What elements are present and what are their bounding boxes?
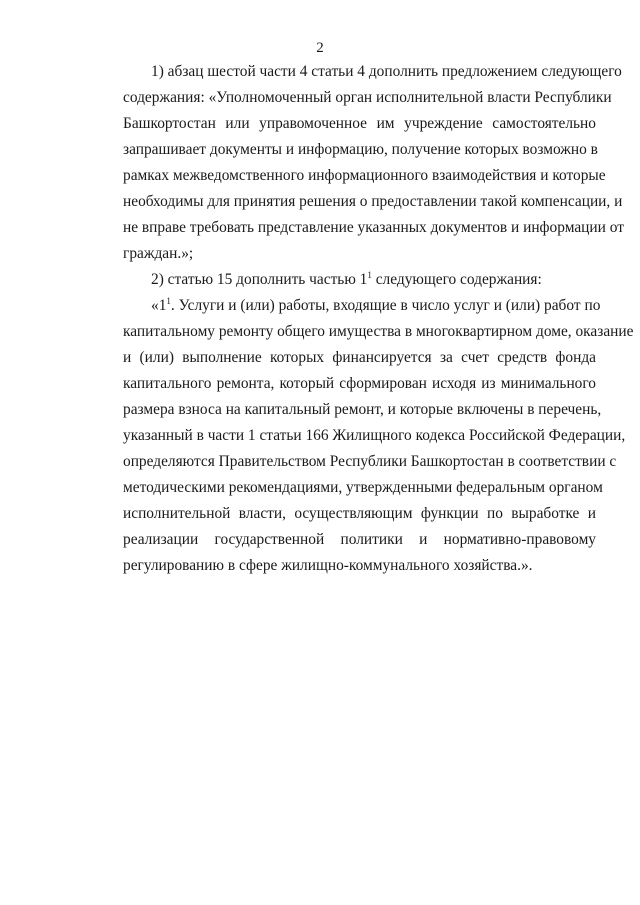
- text-line: [123, 267, 596, 293]
- text-line: рамках межведомственного информационного взаимодействия и которые: [123, 167, 606, 184]
- text-line: содержания: «Уполномоченный орган исполнительной власти Республики: [123, 89, 612, 106]
- text-line: определяются Правительством Республики Башкортостан в соответствии с: [123, 453, 617, 470]
- text-line: исполнительной власти, осуществляющим функции по выработке и: [123, 505, 596, 522]
- text-line: реализации государственной политики и нормативно-правовому: [123, 531, 596, 548]
- paragraph-amendment-2: [123, 267, 596, 293]
- text-line: и (или) выполнение которых финансируется за счет средств фонда: [123, 349, 596, 366]
- page-number: 2: [316, 40, 324, 56]
- text-line: указанный в части 1 статьи 166 Жилищного кодекса Российской Федерации,: [123, 427, 626, 444]
- superscript: 1: [367, 270, 372, 280]
- text-line: [123, 293, 601, 319]
- text-line: необходимы для принятия решения о предоставлении такой компенсации, и: [123, 193, 623, 210]
- superscript: 1: [166, 296, 171, 306]
- text-line: размера взноса на капитальный ремонт, и которые включены в перечень,: [123, 401, 602, 418]
- text-line: 1) абзац шестой части 4 статьи 4 дополнить предложением следующего: [151, 63, 622, 80]
- text-line: не вправе требовать представление указанных документов и информации от: [123, 219, 624, 236]
- text-line: запрашивает документы и информацию, получение которых возможно в: [123, 141, 598, 158]
- text-line: методическими рекомендациями, утвержденными федеральным органом: [123, 479, 603, 496]
- text-fragment: «1: [151, 297, 167, 314]
- text-fragment: . Услуги и (или) работы, входящие в число услуг и (или) работ по: [170, 297, 601, 314]
- paragraph-new-part: [123, 293, 634, 579]
- text-line: регулированию в сфере жилищно-коммунального хозяйства.».: [123, 557, 533, 574]
- text-fragment: 2) статью 15 дополнить частью 1: [151, 271, 368, 288]
- text-line: граждан.»;: [123, 245, 194, 262]
- paragraph-amendment-1: [123, 59, 624, 267]
- document-body: [123, 59, 634, 579]
- text-line: капитального ремонта, который сформирован исходя из минимального: [123, 375, 596, 392]
- text-fragment: следующего содержания:: [371, 271, 542, 288]
- text-line: Башкортостан или управомоченное им учреждение самостоятельно: [123, 115, 596, 132]
- text-line: капитальному ремонту общего имущества в многоквартирном доме, оказание: [123, 323, 634, 340]
